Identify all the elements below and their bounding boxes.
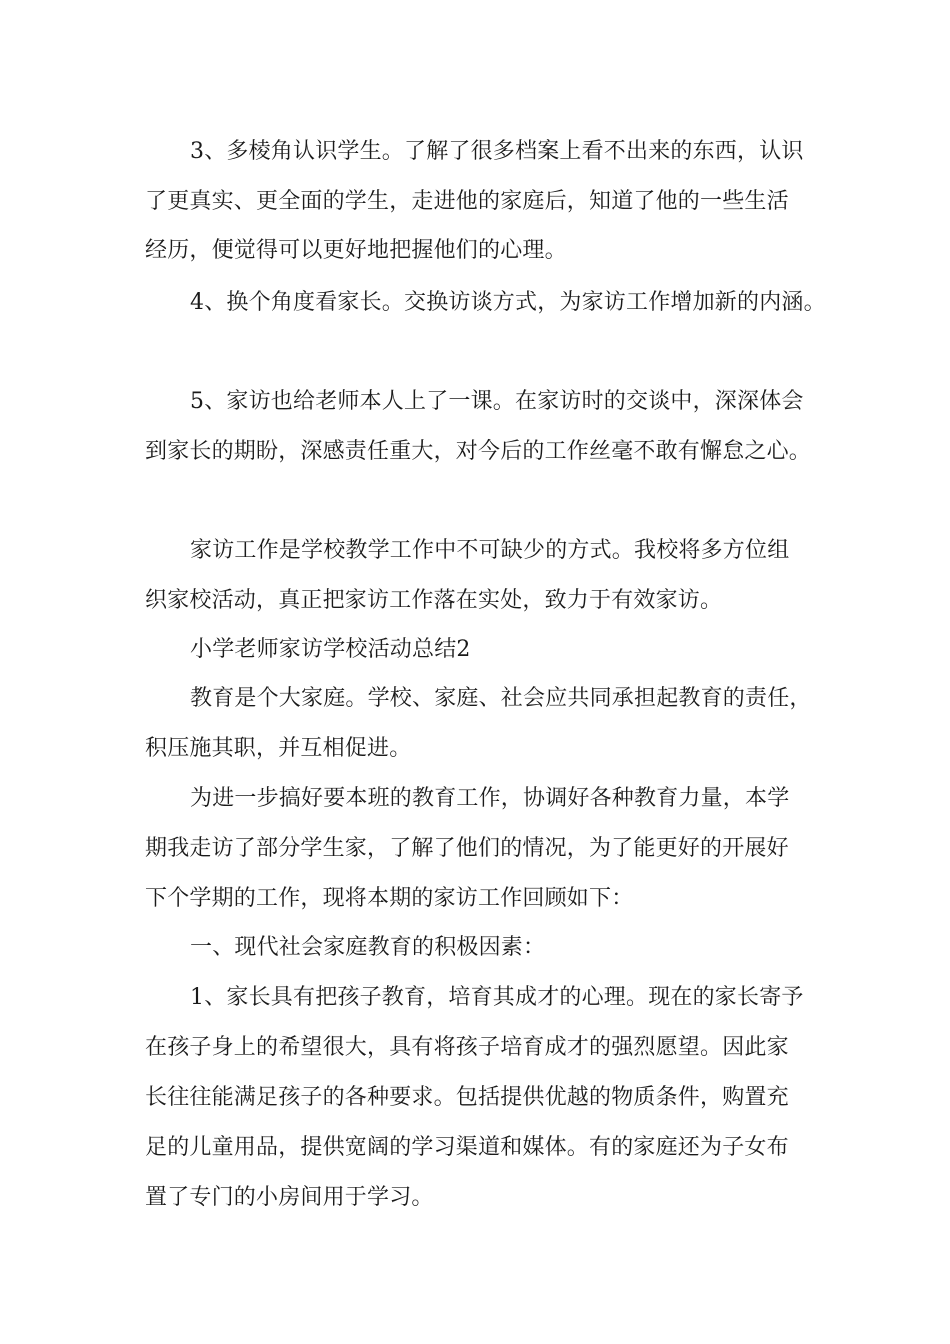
section-heading: 小学老师家访学校活动总结2 <box>190 637 471 662</box>
paragraph-line: 经历，便觉得可以更好地把握他们的心理。 <box>145 238 567 263</box>
paragraph-line: 在孩子身上的希望很大，具有将孩子培育成才的强烈愿望。因此家 <box>145 1035 789 1060</box>
paragraph-line: 家访工作是学校教学工作中不可缺少的方式。我校将多方位组 <box>190 538 790 563</box>
subheading: 一、现代社会家庭教育的积极因素： <box>190 935 546 960</box>
paragraph-line: 为进一步搞好要本班的教育工作，协调好各种教育力量，本学 <box>190 786 790 811</box>
paragraph-line: 到家长的期盼，深感责任重大，对今后的工作丝毫不敢有懈怠之心。 <box>145 439 812 464</box>
paragraph-line: 置了专门的小房间用于学习。 <box>145 1185 434 1210</box>
paragraph-line: 下个学期的工作，现将本期的家访工作回顾如下： <box>145 886 634 911</box>
paragraph-line: 长往往能满足孩子的各种要求。包括提供优越的物质条件，购置充 <box>145 1085 789 1110</box>
paragraph-line: 教育是个大家庭。学校、家庭、社会应共同承担起教育的责任， <box>190 686 812 711</box>
paragraph-line: 5、家访也给老师本人上了一课。在家访时的交谈中，深深体会 <box>190 389 804 414</box>
paragraph-line: 积压施其职，并互相促进。 <box>145 736 412 761</box>
paragraph-line: 足的儿童用品，提供宽阔的学习渠道和媒体。有的家庭还为子女布 <box>145 1135 789 1160</box>
paragraph-line: 4、换个角度看家长。交换访谈方式，为家访工作增加新的内涵。 <box>190 290 826 315</box>
paragraph-line: 了更真实、更全面的学生，走进他的家庭后，知道了他的一些生活 <box>145 189 789 214</box>
paragraph-line: 3、多棱角认识学生。了解了很多档案上看不出来的东西，认识 <box>190 139 804 164</box>
paragraph-line: 织家校活动，真正把家访工作落在实处，致力于有效家访。 <box>145 588 723 613</box>
paragraph-line: 期我走访了部分学生家，了解了他们的情况，为了能更好的开展好 <box>145 836 789 861</box>
paragraph-line: 1、家长具有把孩子教育，培育其成才的心理。现在的家长寄予 <box>190 985 804 1010</box>
